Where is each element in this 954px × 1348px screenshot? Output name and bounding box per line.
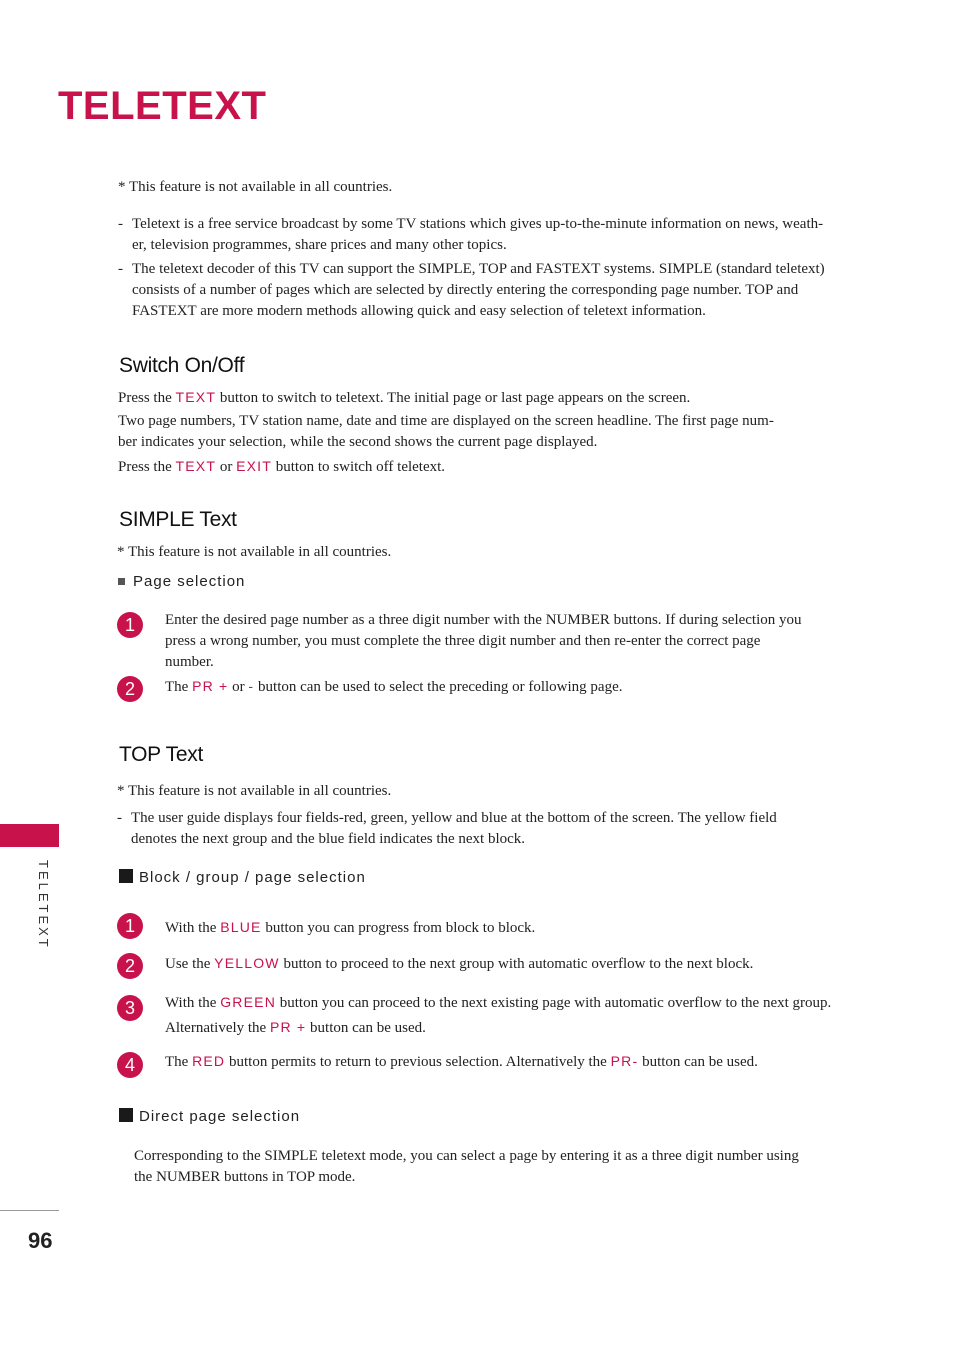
page-title: TELETEXT [58,84,267,128]
step-number-2-icon: 2 [117,953,143,979]
step-line: Enter the desired page number as a three digit number with the NUMBER buttons. If during selection you [165,612,802,628]
intro-bullet-2-line-3: FASTEXT are more modern methods allowing quick and easy selection of teletext information. [132,303,706,319]
top-description-line-2: denotes the next group and the blue field indicates the next block. [131,831,526,847]
step-number-1-icon: 1 [117,612,143,638]
direct-line-2: the NUMBER buttons in TOP mode. [134,1169,356,1185]
dash-marker: - [118,216,123,232]
text-fragment: button you can proceed to the next existing page with automatic overflow to the next group. [279,995,832,1011]
blue-button-label: BLUE [220,919,262,935]
section-heading-top: TOP Text [119,743,203,766]
text-fragment: button can be used to select the preceding or following page. [258,679,623,695]
availability-note: * This feature is not available in all countries. [117,544,392,560]
text-fragment: The [165,679,189,695]
top-description-line-1: The user guide displays four fields-red, green, yellow and blue at the bottom of the screen. The yellow field [131,810,777,826]
direct-line-1: Corresponding to the SIMPLE teletext mode, you can select a page by entering it as a three digit number using [134,1148,799,1164]
top-step-3 [165,990,905,1040]
pr-plus-button-label: PR + [192,678,229,694]
text-fragment: Press the [118,459,172,475]
direct-page-paragraph [134,1146,894,1188]
subheading-page-selection [118,573,245,590]
pr-minus-button-label: PR- [610,1053,639,1069]
text-fragment: With the [165,920,217,936]
intro-bullet-2-line-2: consists of a number of pages which are selected by directly entering the corresponding page number. TOP and [132,282,799,298]
step-number-1-icon: 1 [117,913,143,939]
text-fragment: Alternatively the [165,1020,267,1036]
square-bullet-icon [119,869,133,883]
availability-note: * This feature is not available in all countries. [118,179,393,195]
simple-step-2 [165,676,890,698]
text-fragment: With the [165,995,217,1011]
simple-step-1 [165,610,890,673]
text-fragment: button permits to return to previous selection. Alternatively the [229,1054,607,1070]
square-bullet-icon [119,1108,133,1122]
top-description [117,808,892,850]
intro-bullet-1-line-2: er, television programmes, share prices and many other topics. [132,237,507,253]
red-button-label: RED [192,1053,226,1069]
switch-paragraph-2-line-2: ber indicates your selection, while the second shows the current page displayed. [118,434,598,450]
text-fragment: button to switch to teletext. The initial page or last page appears on the screen. [219,390,691,406]
dash-marker: - [118,261,123,277]
section-heading-switch: Switch On/Off [119,354,245,377]
text-fragment: or [232,679,245,695]
intro-bullet-1-line-1: Teletext is a free service broadcast by some TV stations which gives up-to-the-minute information on news, weath- [132,216,824,232]
text-fragment: button to proceed to the next group with automatic overflow to the next block. [283,956,754,972]
dash-marker: - [117,810,122,826]
top-step-1 [165,917,895,939]
step-number-4-icon: 4 [117,1052,143,1078]
text-fragment: Press the [118,390,172,406]
text-fragment: or [219,459,233,475]
subheading-direct-page [119,1108,300,1125]
subheading-text: Page selection [133,573,246,590]
side-section-label: TELETEXT [36,860,51,950]
top-step-4 [165,1051,895,1073]
text-fragment: Use the [165,956,211,972]
step-number-3-icon: 3 [117,995,143,1021]
switch-paragraph-2 [118,411,893,453]
step-line: press a wrong number, you must complete the three digit number and then re-enter the correct page [165,633,761,649]
text-button-label: TEXT [175,389,217,405]
section-heading-simple: SIMPLE Text [119,508,237,531]
text-button-label: TEXT [175,458,217,474]
yellow-button-label: YELLOW [214,955,280,971]
exit-button-label: EXIT [236,458,273,474]
text-fragment: button you can progress from block to block. [265,920,536,936]
intro-bullet-2-line-1: The teletext decoder of this TV can support the SIMPLE, TOP and FASTEXT systems. SIMPLE (standard teletext) [132,261,825,277]
pr-plus-button-label: PR + [269,1019,307,1035]
side-tab-marker [0,824,59,847]
intro-bullet-1 [118,214,893,256]
switch-paragraph-2-line-1: Two page numbers, TV station name, date and time are displayed on the screen headline. The first page num- [118,413,774,429]
footer-divider [0,1210,59,1211]
switch-paragraph-1 [118,387,893,409]
subheading-text: Direct page selection [139,1108,301,1125]
minus-button-label: - [248,678,255,694]
page-number: 96 [28,1228,53,1253]
text-fragment: button can be used. [642,1054,758,1070]
subheading-block-group-page [119,869,366,886]
availability-note: * This feature is not available in all countries. [117,783,392,799]
switch-paragraph-3 [118,456,893,478]
square-bullet-icon [118,578,125,585]
text-fragment: button can be used. [310,1020,426,1036]
top-step-2 [165,953,895,975]
intro-bullet-2 [118,259,893,322]
step-number-2-icon: 2 [117,676,143,702]
subheading-text: Block / group / page selection [139,869,366,886]
text-fragment: The [165,1054,189,1070]
step-line: number. [165,654,214,670]
text-fragment: button to switch off teletext. [275,459,446,475]
green-button-label: GREEN [220,994,277,1010]
